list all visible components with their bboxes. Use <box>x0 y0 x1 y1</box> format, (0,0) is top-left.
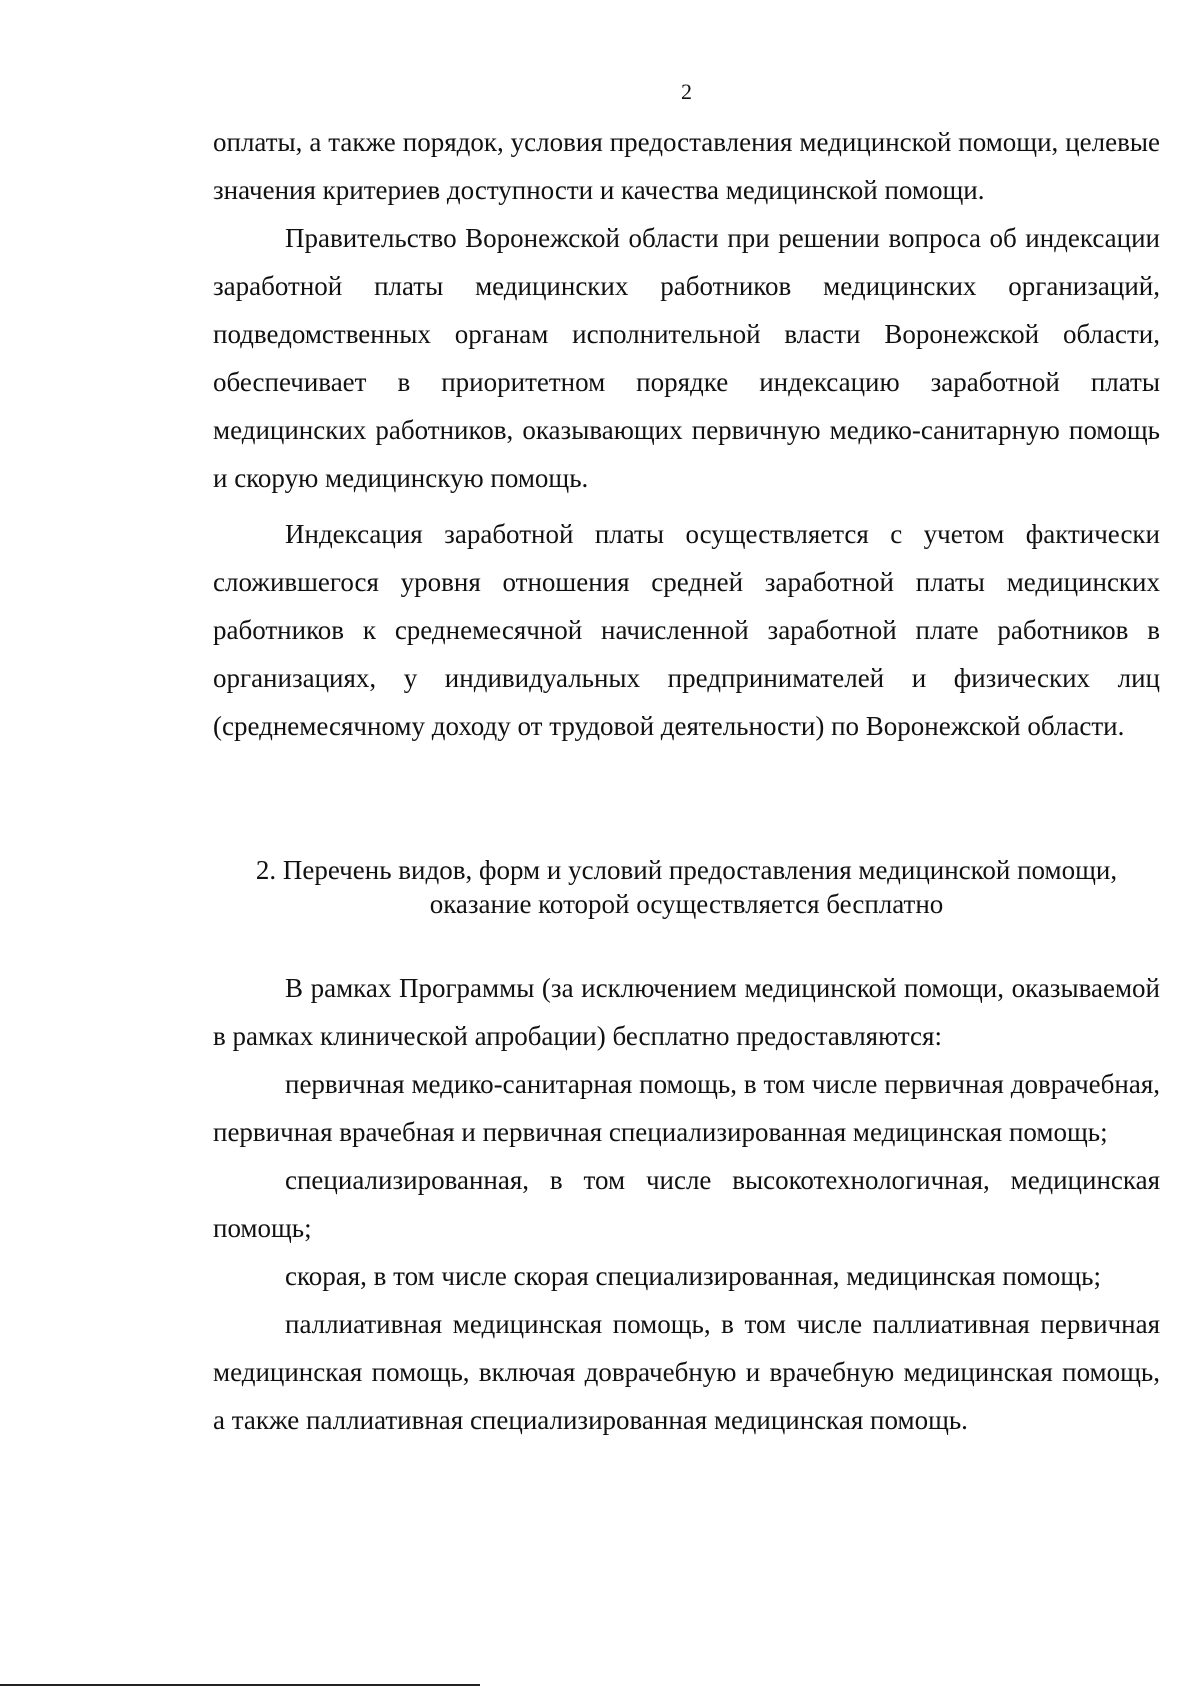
paragraph-salary-indexation <box>213 214 1160 502</box>
section-heading-line-1: 2. Перечень видов, форм и условий предоставления медицинской помощи, <box>255 855 1118 885</box>
list-item-emergency-care: скорая, в том числе скорая специализированная, медицинская помощь; <box>285 1261 1101 1291</box>
list-item-palliative-care: паллиативная медицинская помощь, в том числе паллиативная первичная медицинская помощь, включая доврачебную и врачебную медицинская помощь, а также паллиативная специализированная медицинская помощь. <box>213 1309 1160 1435</box>
section-body <box>213 964 1160 1444</box>
section-intro-paragraph: В рамках Программы (за исключением медицинской помощи, оказываемой в рамках клинической апробации) бесплатно предоставляются: <box>213 973 1160 1051</box>
footnote-separator <box>0 1684 480 1686</box>
list-item-specialized-care: специализированная, в том числе высокотехнологичная, медицинская помощь; <box>213 1165 1160 1243</box>
paragraph-text: оплаты, а также порядок, условия предоставления медицинской помощи, целевые значения критериев доступности и качества медицинской помощи. <box>213 127 1160 205</box>
paragraph-text: Индексация заработной платы осуществляется с учетом фактически сложившегося уровня отношения средней заработной платы медицинских работников к среднемесячной начисленной заработной плате работников в организациях, у индивидуальных предпринимателей и физических лиц (среднемесячному доходу от трудовой деятельности) по Воронежской области. <box>213 519 1160 741</box>
section-heading <box>213 853 1160 921</box>
paragraph-text: Правительство Воронежской области при решении вопроса об индексации заработной платы медицинских работников медицинских организаций, подведомственных органам исполнительной власти Воронежской области, обеспечивает в приоритетном порядке индексацию заработной платы медицинских работников, оказывающих первичную медико-санитарную помощь и скорую медицинскую помощь. <box>213 223 1160 493</box>
page-number: 2 <box>681 79 692 104</box>
paragraph-indexation-basis <box>213 510 1160 750</box>
section-heading-line-2: оказание которой осуществляется бесплатно <box>429 889 944 919</box>
list-item-primary-care: первичная медико-санитарная помощь, в том числе первичная доврачебная, первичная врачебная и первичная специализированная медицинская помощь; <box>213 1069 1160 1147</box>
paragraph-continuation <box>213 118 1160 214</box>
